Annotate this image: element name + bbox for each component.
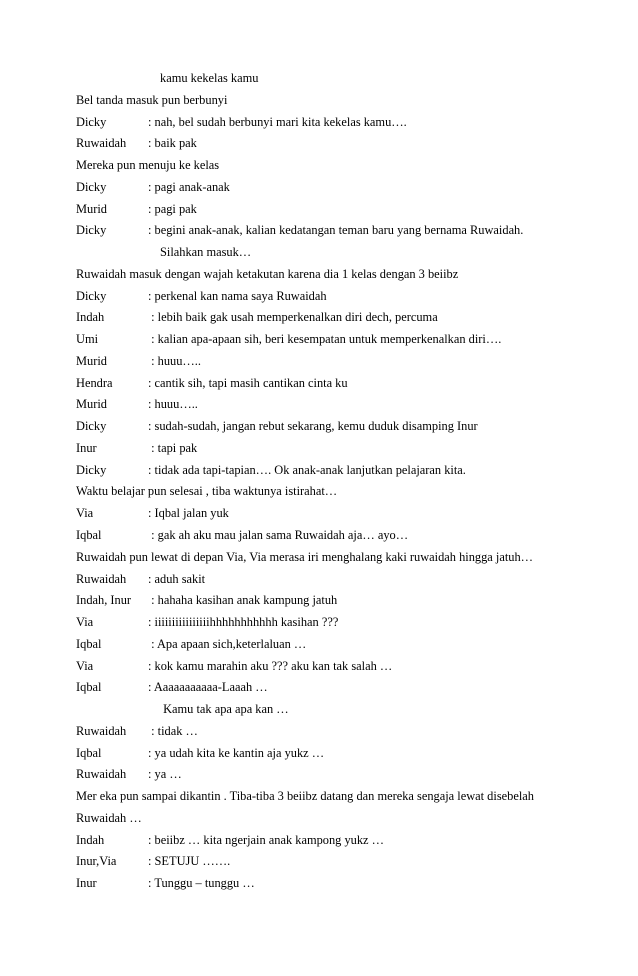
dialogue-text: : sudah-sudah, jangan rebut sekarang, kemu duduk disamping Inur xyxy=(148,419,478,434)
narration-line xyxy=(76,548,533,566)
speaker-name: Iqbal xyxy=(76,528,102,542)
dialogue-text: : lebih baik gak usah memperkenalkan diri dech, percuma xyxy=(148,310,438,325)
speaker-name: Hendra xyxy=(76,375,113,390)
dialogue-line xyxy=(76,722,198,740)
speaker-name: Indah, Inur xyxy=(76,593,132,608)
speaker-name: Indah xyxy=(76,832,105,847)
narration-line xyxy=(76,265,458,283)
dialogue-line xyxy=(76,852,230,870)
dialogue-line xyxy=(76,113,407,131)
dialogue-line xyxy=(76,308,438,326)
dialogue-text: : huuu….. xyxy=(148,397,198,412)
speaker-name: Dicky xyxy=(76,288,107,303)
dialogue-text: : huuu….. xyxy=(148,353,202,368)
narration-text: Waktu belajar pun selesai , tiba waktunya istirahat… xyxy=(76,484,338,499)
dialogue-text: : Tunggu – tunggu … xyxy=(148,876,255,891)
dialogue-text: : ya … xyxy=(148,767,182,782)
dialogue-line xyxy=(76,591,337,609)
speaker-name: Via xyxy=(76,658,94,673)
speaker-name: Ruwaidah xyxy=(76,723,127,738)
speaker-name: Iqbal xyxy=(76,636,102,651)
speaker-name: Dicky xyxy=(76,462,107,477)
narration-text: Mer eka pun sampai dikantin . Tiba-tiba 3 beiibz datang dan mereka sengaja lewat disebelah xyxy=(76,789,534,804)
dialogue-line xyxy=(76,831,384,849)
dialogue-text: : Apa apaan sich,keterlaluan … xyxy=(148,636,307,651)
narration-text: Ruwaidah … xyxy=(76,810,142,825)
dialogue-text: : kalian apa-apaan sih, beri kesempatan untuk memperkenalkan diri…. xyxy=(148,332,502,347)
dialogue-text: : cantik sih, tapi masih cantikan cinta ku xyxy=(148,375,348,390)
speaker-name: Via xyxy=(76,615,94,629)
speaker-name: Iqbal xyxy=(76,680,102,695)
speaker-name: Inur xyxy=(76,440,97,455)
dialogue-text: : gak ah aku mau jalan sama Ruwaidah aja… ayo… xyxy=(148,528,409,542)
dialogue-continuation xyxy=(76,69,258,87)
dialogue-line xyxy=(76,352,201,370)
dialogue-line xyxy=(76,134,197,152)
narration-text: Ruwaidah masuk dengan wajah ketakutan karena dia 1 kelas dengan 3 beiibz xyxy=(76,266,459,281)
dialogue-text: : beiibz … kita ngerjain anak kampong yukz … xyxy=(148,832,385,847)
dialogue-text: : tidak … xyxy=(148,723,198,738)
dialogue-text: : tapi pak xyxy=(148,440,198,455)
speaker-name: Murid xyxy=(76,397,107,412)
dialogue-text: : Aaaaaaaaaaa-Laaah … xyxy=(148,680,268,695)
dialogue-line xyxy=(76,330,501,348)
dialogue-text: : tidak ada tapi-tapian…. Ok anak-anak lanjutkan pelajaran kita. xyxy=(148,462,466,477)
dialogue-line xyxy=(76,439,197,457)
dialogue-line xyxy=(76,200,197,218)
dialogue-text: : begini anak-anak, kalian kedatangan teman baru yang bernama Ruwaidah. xyxy=(148,223,524,238)
dialogue-line xyxy=(76,570,205,588)
dialogue-text: : pagi anak-anak xyxy=(148,179,230,194)
dialogue-text: : Iqbal jalan yuk xyxy=(148,506,229,521)
speaker-name: Inur,Via xyxy=(76,854,117,869)
speaker-name: Via xyxy=(76,506,94,521)
narration-line xyxy=(76,482,337,500)
dialogue-line xyxy=(76,395,198,413)
dialogue-line xyxy=(76,417,478,435)
dialogue-line xyxy=(76,613,338,631)
dialogue-line xyxy=(76,374,348,392)
speaker-name: Indah xyxy=(76,310,105,325)
dialogue-line xyxy=(76,657,392,675)
dialogue-line xyxy=(76,461,466,479)
continuation-text: Silahkan masuk… xyxy=(160,245,252,260)
dialogue-continuation xyxy=(76,243,251,261)
dialogue-text: : iiiiiiiiiiiiiiiihhhhhhhhhhh kasihan ??? xyxy=(148,615,339,629)
speaker-name: Murid xyxy=(76,201,107,216)
speaker-name: Dicky xyxy=(76,223,107,238)
speaker-name: Umi xyxy=(76,332,99,347)
speaker-name: Murid xyxy=(76,353,107,368)
dialogue-line xyxy=(76,765,182,783)
narration-line xyxy=(76,787,534,805)
dialogue-line xyxy=(76,635,306,653)
dialogue-line xyxy=(76,504,229,522)
narration-line xyxy=(76,809,142,827)
dialogue-line xyxy=(76,287,327,305)
narration-line xyxy=(76,156,219,174)
dialogue-text: : aduh sakit xyxy=(148,571,206,586)
dialogue-text: : pagi pak xyxy=(148,201,197,216)
dialogue-line xyxy=(76,744,324,762)
dialogue-line xyxy=(76,678,268,696)
dialogue-continuation xyxy=(76,700,289,718)
speaker-name: Dicky xyxy=(76,179,107,194)
dialogue-line xyxy=(76,178,230,196)
dialogue-text: : SETUJU ……. xyxy=(148,854,231,869)
dialogue-text: : hahaha kasihan anak kampung jatuh xyxy=(148,593,338,608)
speaker-name: Ruwaidah xyxy=(76,136,127,151)
dialogue-line xyxy=(76,874,255,892)
narration-text: Mereka pun menuju ke kelas xyxy=(76,158,220,172)
dialogue-text: : ya udah kita ke kantin aja yukz … xyxy=(148,745,325,760)
narration-text: Ruwaidah pun lewat di depan Via, Via merasa iri menghalang kaki ruwaidah hingga jatuh… xyxy=(76,549,534,564)
dialogue-text: : nah, bel sudah berbunyi mari kita kekelas kamu…. xyxy=(148,114,407,129)
dialogue-line xyxy=(76,526,408,544)
speaker-name: Iqbal xyxy=(76,745,102,760)
speaker-name: Inur xyxy=(76,876,97,891)
dialogue-text: : perkenal kan nama saya Ruwaidah xyxy=(148,288,327,303)
dialogue-text: : kok kamu marahin aku ??? aku kan tak salah … xyxy=(148,658,393,673)
speaker-name: Ruwaidah xyxy=(76,767,127,782)
speaker-name: Dicky xyxy=(76,419,107,434)
dialogue-line xyxy=(76,221,523,239)
continuation-text: kamu kekelas kamu xyxy=(160,71,259,85)
narration-line xyxy=(76,91,227,109)
speaker-name: Ruwaidah xyxy=(76,571,127,586)
continuation-text: Kamu tak apa apa kan … xyxy=(160,702,289,716)
speaker-name: Dicky xyxy=(76,114,107,129)
dialogue-text: : baik pak xyxy=(148,136,197,151)
narration-text: Bel tanda masuk pun berbunyi xyxy=(76,92,228,107)
